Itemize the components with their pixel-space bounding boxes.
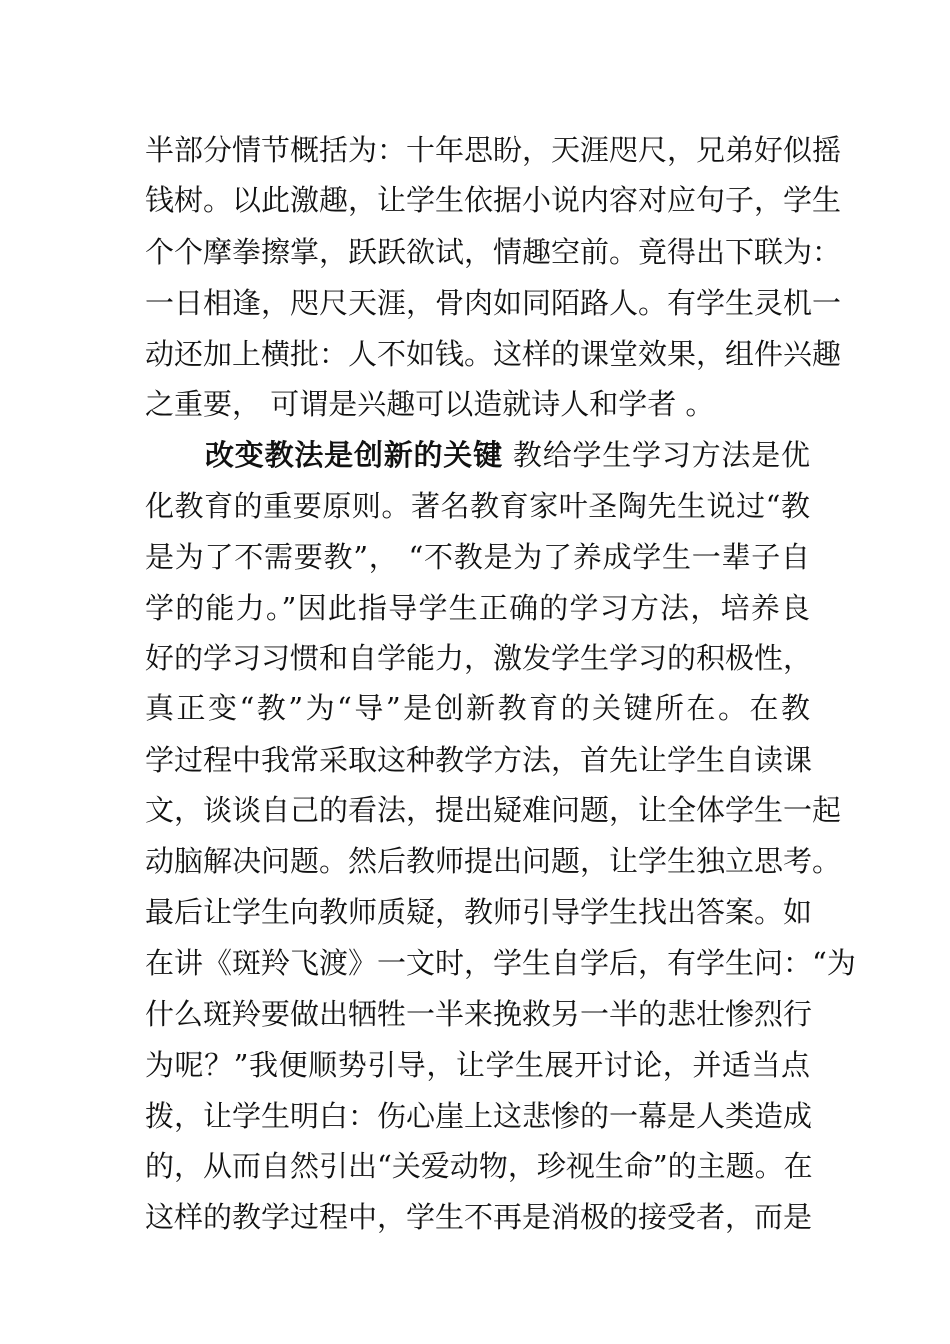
paragraph1-line-3: 个个摩拳擦掌，跃跃欲试，情趣空前。竟得出下联为：: [145, 235, 842, 269]
paragraph2-line-3: 是为了不需要教”， “不教是为了养成学生一辈子自: [145, 540, 810, 574]
paragraph2-line-11: 在讲《斑羚飞渡》一文时，学生自学后，有学生问：“为: [145, 946, 856, 980]
paragraph1-line-2: 钱树。以此激趣，让学生依据小说内容对应句子，学生: [145, 183, 842, 217]
paragraph2-line-4: 学的能力。”因此指导学生正确的学习方法，培养良: [145, 591, 810, 625]
paragraph2-line-6: 真正变“教”为“导”是创新教育的关键所在。在教: [145, 691, 810, 725]
paragraph2-line-16: 这样的教学过程中，学生不再是消极的接受者，而是: [145, 1200, 813, 1234]
paragraph2-line-5: 好的学习习惯和自学能力，激发学生学习的积极性，: [145, 641, 813, 675]
paragraph1-line-4: 一日相逢，咫尺天涯，骨肉如同陌路人。有学生灵机一: [145, 286, 842, 320]
paragraph2-line-8: 文，谈谈自己的看法，提出疑难问题，让全体学生一起: [145, 793, 842, 827]
paragraph2-line-13: 为呢？”我便顺势引导，让学生展开讨论，并适当点: [145, 1048, 810, 1082]
paragraph1-line-1: 半部分情节概括为：十年思盼，天涯咫尺，兄弟好似摇: [145, 133, 842, 167]
paragraph2-line-15: 的，从而自然引出“关爱动物，珍视生命”的主题。在: [145, 1149, 813, 1183]
paragraph2-line-9: 动脑解决问题。然后教师提出问题，让学生独立思考。: [145, 844, 842, 878]
section-heading: 改变教法是创新的关键: [205, 438, 503, 472]
paragraph2-line-1-text: 教给学生学习方法是优: [512, 438, 810, 472]
paragraph2-line-12: 什么斑羚要做出牺牲一半来挽救另一半的悲壮惨烈行: [145, 997, 813, 1031]
paragraph2-line-14: 拨，让学生明白：伤心崖上这悲惨的一幕是人类造成: [145, 1099, 813, 1133]
paragraph2-line-2: 化教育的重要原则。著名教育家叶圣陶先生说过“教: [145, 489, 810, 523]
paragraph2-line-7: 学过程中我常采取这种教学方法，首先让学生自读课: [145, 743, 813, 777]
paragraph1-line-5: 动还加上横批：人不如钱。这样的课堂效果，组件兴趣: [145, 337, 842, 371]
paragraph2-line-10: 最后让学生向教师质疑，教师引导学生找出答案。如: [145, 895, 813, 929]
paragraph1-line-6: 之重要， 可谓是兴趣可以造就诗人和学者 。: [145, 387, 715, 421]
paragraph2-line-1: [205, 435, 810, 475]
